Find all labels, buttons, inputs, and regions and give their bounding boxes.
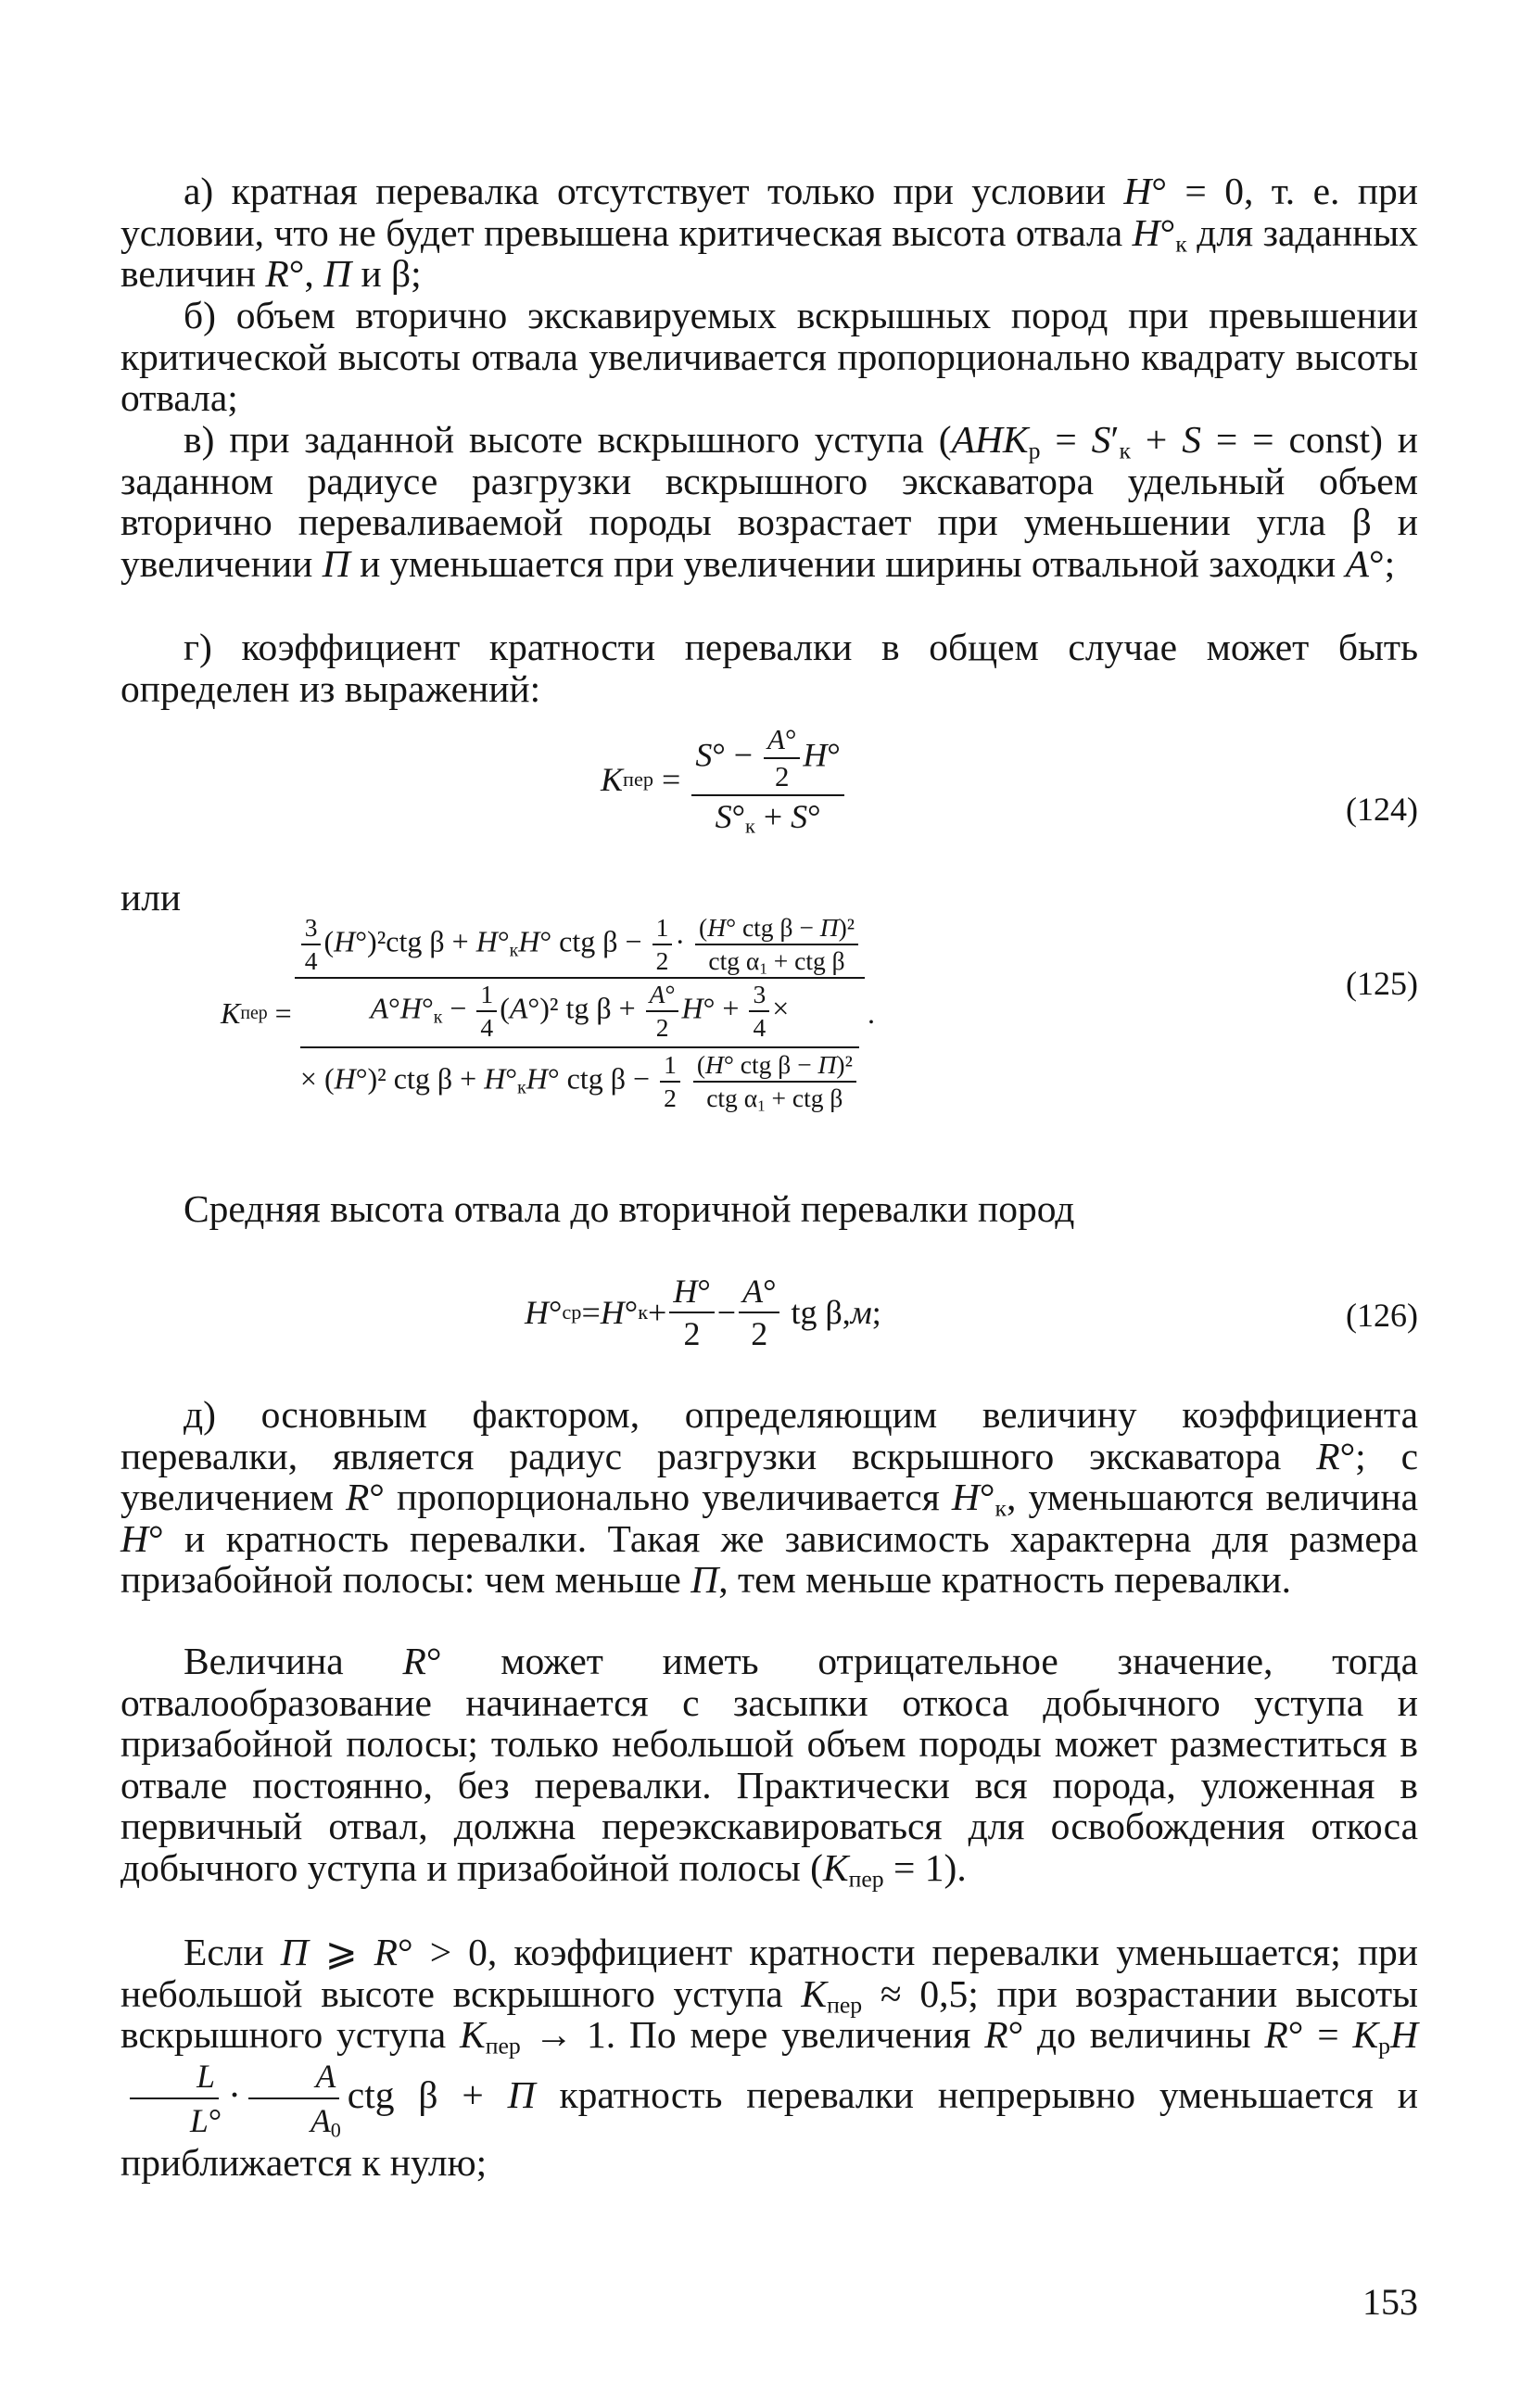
paragraph-mid: Средняя высота отвала до вторичной перевалки пород bbox=[184, 1187, 1075, 1230]
page-number: 153 bbox=[1362, 2281, 1418, 2323]
equation-125: K пер = $\frac{3}{4}$ (H°)²ctg $\beta + H^\circ_кH^\circ$ ctg β − $\frac{1}{2}$ · $\frac{\text{(H° ctg β − П)²}}{ctg \alpha_1 + ctg \beta}$ $A^\circ H^\circ_к$ − $\frac{1}{4}$ (A°)² tg β + $\frac{A^\circ}{2}$ H° + $\frac{3}{4}$ × × (H°)² ctg $\beta + H^\circ_кH^\circ$ ctg β − $\frac{1}{2}$ $\frac{\text{(H° ctg β − П)²}}{ctg \alpha_1 + ctg \beta}$ . bbox=[221, 913, 876, 1115]
word-ili: или bbox=[120, 876, 182, 919]
paragraph-esli: Если П ⩾ R° > 0, коэффициент кратности перевалки уменьшается; при небольшой высоте вскрышного уступа $K_{пер} \approx 0,5$; при возрастании высоты вскрышного уступа $K_{пер} \to 1$. По мере увеличения R° до величины $R^\circ = K_рH$ $\frac{L}{L^\circ}$ · $\frac{A}{A_0}$ ctg β + П кратность перевалки непрерывно уменьшается и приближается к нулю; bbox=[120, 1931, 1418, 2184]
paragraph-a: а) кратная перевалка отсутствует только при условии H° = 0, т. е. при условии, что не будет превышена критическая высота отвала $H^\circ_к$ для заданных величин R°, П и β; bbox=[120, 170, 1418, 295]
paragraph-g: г) коэффициент кратности перевалки в общем случае может быть определен из выражений: bbox=[120, 626, 1418, 710]
equation-number-125: (125) bbox=[1346, 965, 1418, 1002]
equation-number-126: (126) bbox=[1346, 1297, 1418, 1334]
paragraph-velichina: Величина R° может иметь отрицательное значение, тогда отвалообразование начинается с засыпки откоса добычного уступа и призабойной полосы; только небольшой объем породы может разместиться в отвале постоянно, без перевалки. Практически вся порода, уложенная в первичный отвал, должна переэкскавироваться для освобождения откоса добычного уступа и призабойной полосы $(K_{пер} = 1)$. bbox=[120, 1640, 1418, 1892]
equation-number-124: (124) bbox=[1346, 791, 1418, 828]
equation-126: H ° ср = H ° к + $\frac{H^\circ}{2}$ − $\frac{A^\circ}{2}$ tg β, м ; bbox=[525, 1273, 881, 1352]
paragraph-b: б) объем вторично экскавируемых вскрышных пород при превышении критической высоты отвала увеличивается пропорционально квадрату высоты отвала; bbox=[120, 294, 1418, 419]
equation-124: K пер = S° − $\frac{A^\circ}{2}$ H° $S^\circ_к + S^\circ$ bbox=[601, 723, 847, 836]
paragraph-d: д) основным фактором, определяющим величину коэффициента перевалки, является радиус разгрузки вскрышного экскаватора R°; с увеличением R° пропорционально увеличивается $H^\circ_к$, уменьшаются величина H° и кратность перевалки. Такая же зависимость характерна для размера призабойной полосы: чем меньше П, тем меньше кратность перевалки. bbox=[120, 1393, 1418, 1601]
paragraph-v: в) при заданной высоте вскрышного уступа ($AHK_р = S'_к + S$ = = const) и заданном радиусе разгрузки вскрышного экскаватора удельный объем вторично переваливаемой породы возрастает при уменьшении угла β и увеличении П и уменьшается при увеличении ширины отвальной заходки A°; bbox=[120, 418, 1419, 585]
